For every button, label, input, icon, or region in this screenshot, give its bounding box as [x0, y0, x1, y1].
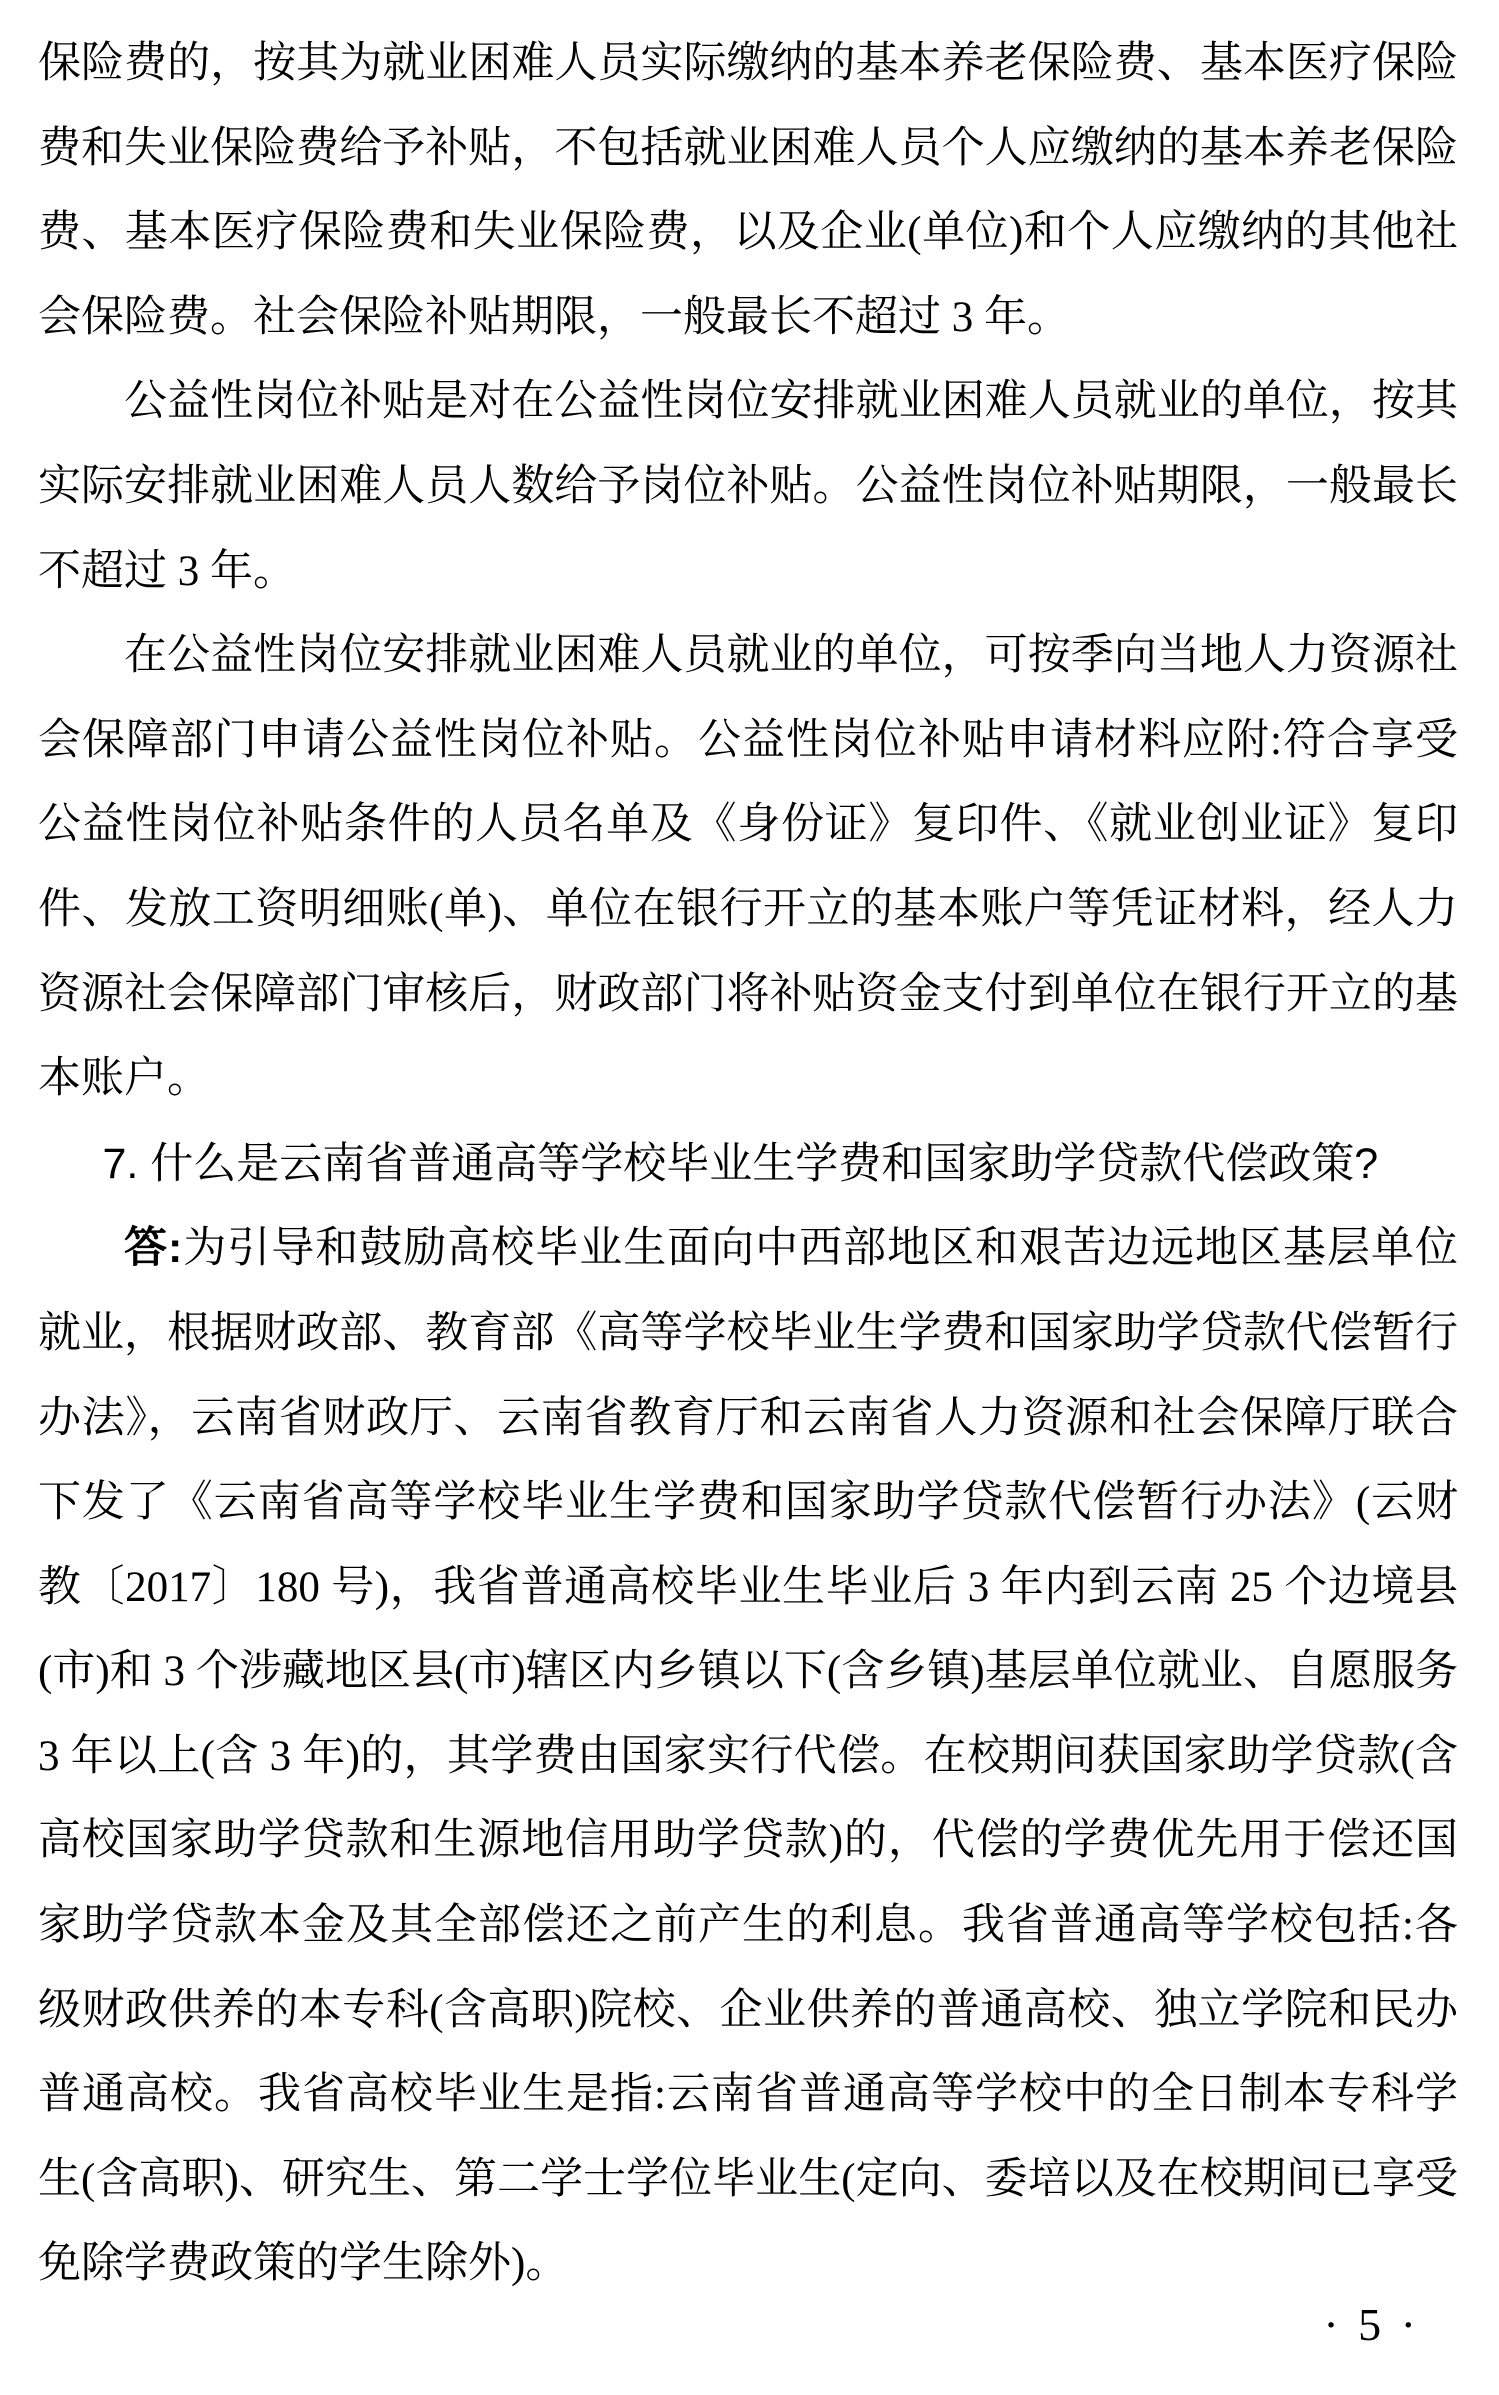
document-body [38, 22, 1458, 2307]
answer-label: 答: [124, 1224, 183, 1273]
page-footer [1323, 2300, 1420, 2350]
paragraph-public-welfare-post-subsidy: 公益性岗位补贴是对在公益性岗位安排就业困难人员就业的单位，按其实际安排就业困难人员人数给予岗位补贴。公益性岗位补贴期限，一般最长不超过 3 年。 [38, 378, 1458, 595]
answer-7-paragraph [38, 1206, 1458, 2307]
paragraph-subsidy-application-process: 在公益性岗位安排就业困难人员就业的单位，可按季向当地人力资源社会保障部门申请公益性岗位补贴。公益性岗位补贴申请材料应附:符合享受公益性岗位补贴条件的人员名单及《身份证》复印件、《就业创业证》复印件、发放工资明细账(单)、单位在银行开立的基本账户等凭证材料，经人力资源社会保障部门审核后，财政部门将补贴资金支付到单位在银行开立的基本账户。 [38, 632, 1458, 1103]
answer-text: 为引导和鼓励高校毕业生面向中西部地区和艰苦边远地区基层单位就业，根据财政部、教育部《高等学校毕业生学费和国家助学贷款代偿暂行办法》，云南省财政厅、云南省教育厅和云南省人力资源和社会保障厅联合下发了《云南省高等学校毕业生学费和国家助学贷款代偿暂行办法》(云财教〔2017〕180 号)，我省普通高校毕业生毕业后 3 年内到云南 25 个边境县(市)和 3 个涉藏地区县(市)辖区内乡镇以下(含乡镇)基层单位就业、自愿服务 3 年以上(含 3 年)的，其学费由国家实行代偿。在校期间获国家助学贷款(含高校国家助学贷款和生源地信用助学贷款)的，代偿的学费优先用于偿还国家助学贷款本金及其全部偿还之前产生的利息。我省普通高等学校包括:各级财政供养的本专科(含高职)院校、企业供养的普通高校、独立学院和民办普通高校。我省高校毕业生是指:云南省普通高等学校中的全日制本专科学生(含高职)、研究生、第二学士学位毕业生(定向、委培以及在校期间已享受免除学费政策的学生除外)。 [38, 1225, 1458, 2288]
paragraph-social-insurance-subsidy: 保险费的，按其为就业困难人员实际缴纳的基本养老保险费、基本医疗保险费和失业保险费给予补贴，不包括就业困难人员个人应缴纳的基本养老保险费、基本医疗保险费和失业保险费，以及企业(单位)和个人应缴纳的其他社会保险费。社会保险补贴期限，一般最长不超过 3 年。 [38, 40, 1458, 341]
question-7-heading: 7. 什么是云南省普通高等学校毕业生学费和国家助学贷款代偿政策? [102, 1139, 1379, 1188]
page-number: · 5 · [1323, 2299, 1420, 2350]
